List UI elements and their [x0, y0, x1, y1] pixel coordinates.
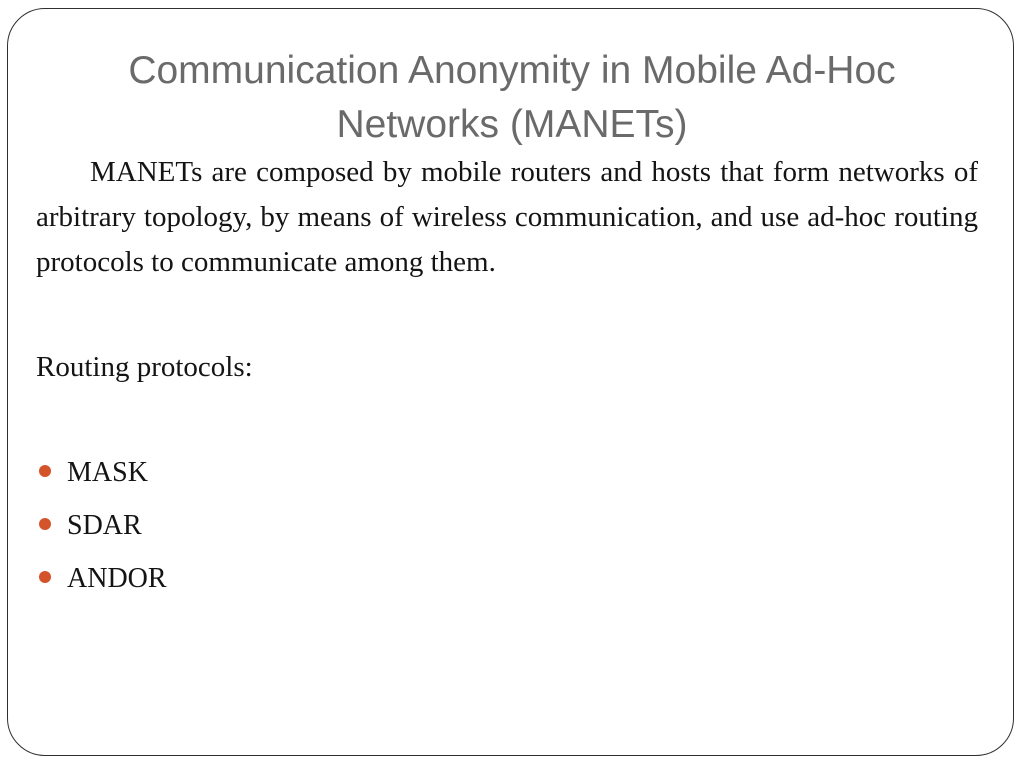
list-item-label: ANDOR [67, 563, 167, 594]
bullet-dot-icon [39, 571, 51, 583]
protocol-list [36, 450, 167, 609]
bullet-dot-icon [39, 518, 51, 530]
slide-title [0, 44, 1024, 152]
bullet-dot-icon [39, 465, 51, 477]
slide-title-line-1: Communication Anonymity in Mobile Ad-Hoc [128, 49, 896, 92]
intro-paragraph: MANETs are composed by mobile routers and hosts that form networks of arbitrary topology, by means of wireless communication, and use ad-hoc routing protocols to communicate among them. [36, 156, 978, 278]
routing-protocols-label: Routing protocols: [36, 351, 253, 383]
list-item-label: MASK [67, 457, 148, 488]
list-item [36, 556, 167, 609]
list-item [36, 503, 167, 556]
slide-title-line-2: Networks (MANETs) [336, 103, 688, 146]
list-item-label: SDAR [67, 510, 142, 541]
list-item [36, 450, 167, 503]
